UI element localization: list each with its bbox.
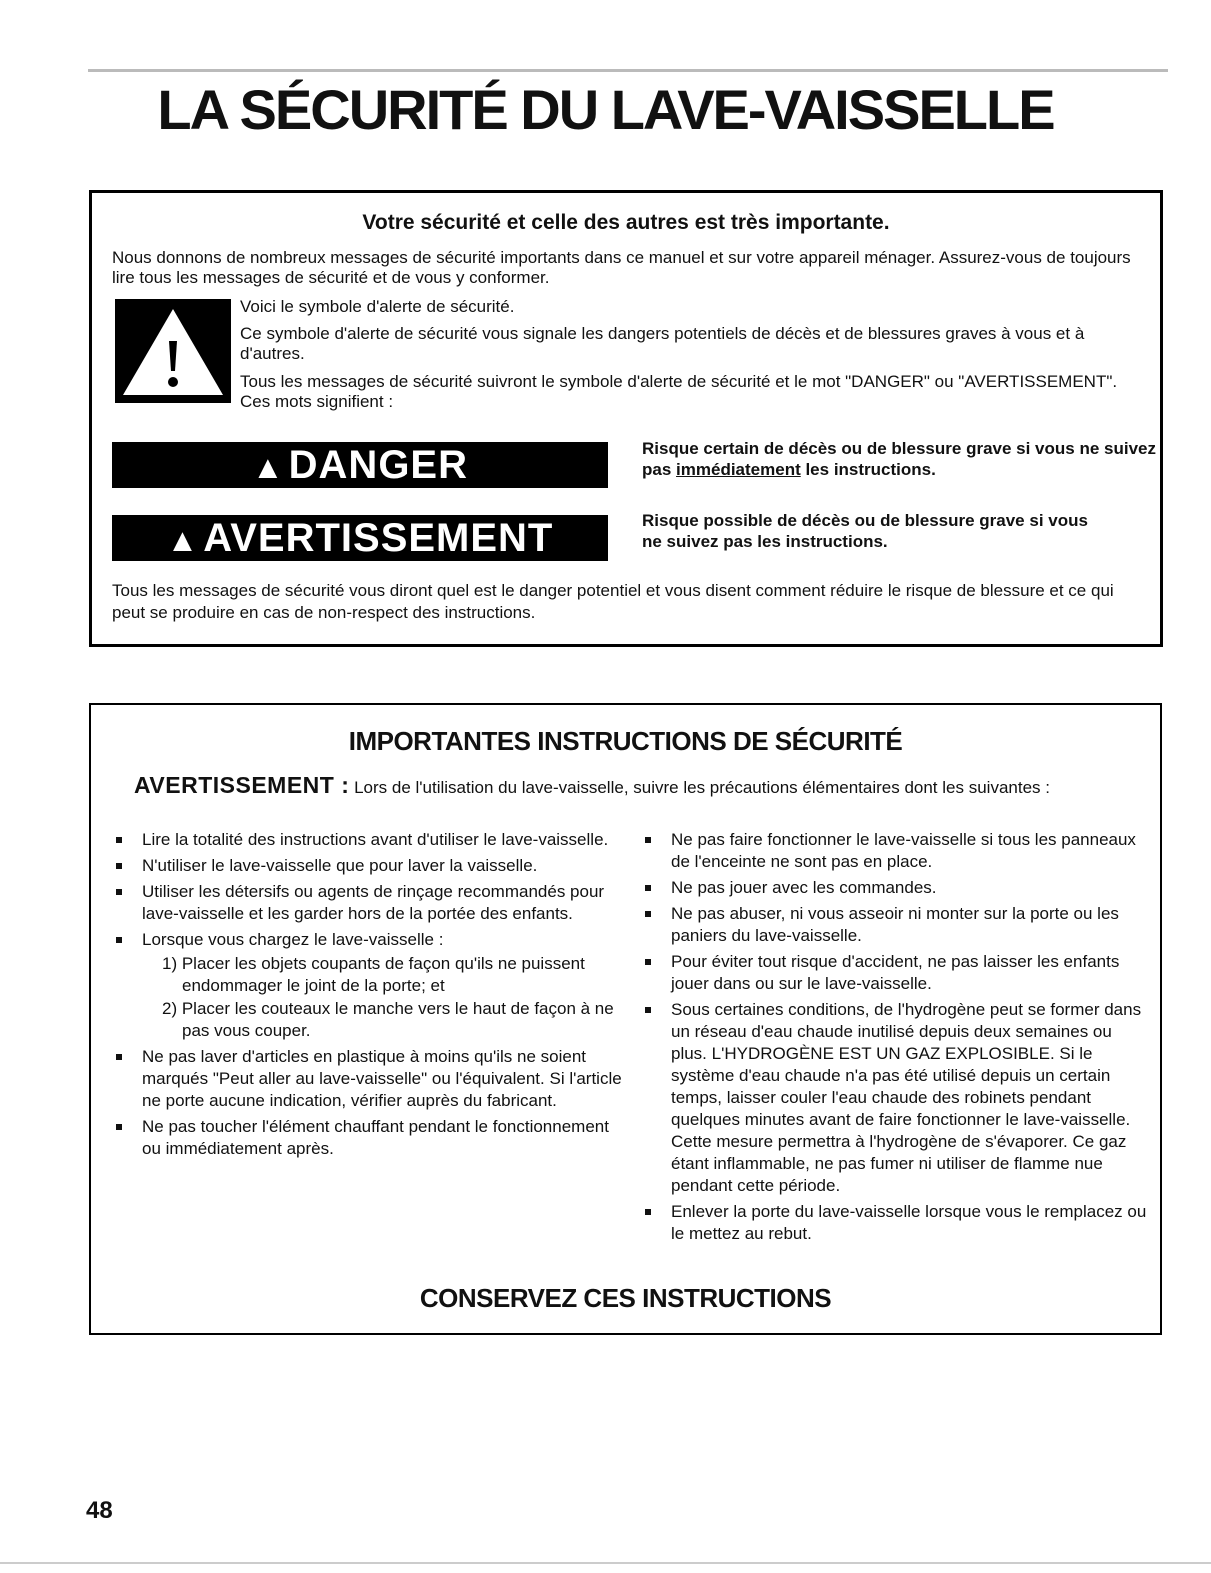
warning-description: Risque possible de décès ou de blessure grave si vous ne suivez pas les instructions. (642, 511, 1088, 551)
symbol-line-1: Voici le symbole d'alerte de sécurité. (240, 297, 515, 316)
top-rule (88, 69, 1168, 72)
danger-text: Risque certain de décès ou de blessure grave si vous ne suivez pas (642, 439, 1156, 479)
safety-info-box (89, 190, 1163, 647)
danger-banner (112, 442, 608, 488)
warning-label: AVERTISSEMENT (203, 516, 554, 560)
instructions-box (89, 703, 1162, 1335)
list-item: Utiliser les détersifs ou agents de rinçage recommandés pour lave-vaisselle et les garder hors de la portée des enfants. (113, 881, 623, 925)
list-item: Ne pas jouer avec les commandes. (642, 877, 1152, 899)
danger-text-end: les instructions. (800, 460, 936, 479)
bottom-rule (0, 1562, 1211, 1564)
safety-closing: Tous les messages de sécurité vous diront quel est le danger potentiel et vous disent comment réduire le risque de blessure et ce qui peut se produire en cas de non-respect des instructions. (112, 581, 1114, 622)
instructions-left-column (113, 829, 623, 1164)
list-item: Sous certaines conditions, de l'hydrogène peut se former dans un réseau d'eau chaude inutilisé depuis deux semaines ou plus. L'HYDROGÈNE EST UN GAZ EXPLOSIBLE. Si le système d'eau chaude n'a pas été utilisé depuis un certain temps, laisser couler l'eau chaude des robinets pendant quelques minutes avant de faire fonctionner le lave-vaisselle. Cette mesure permettra à l'hydrogène de s'évaporer. Ce gaz étant inflammable, ne pas fumer ni utiliser de flamme nue pendant cette période. (642, 999, 1152, 1197)
instructions-right-column (642, 829, 1152, 1249)
save-instructions-heading: CONSERVEZ CES INSTRUCTIONS (419, 1283, 832, 1313)
list-item: Pour éviter tout risque d'accident, ne pas laisser les enfants jouer dans ou sur le lave-vaisselle. (642, 951, 1152, 995)
list-item: Ne pas abuser, ni vous asseoir ni monter sur la porte ou les paniers du lave-vaisselle. (642, 903, 1152, 947)
symbol-line-2: Ce symbole d'alerte de sécurité vous signale les dangers potentiels de décès et de blessures graves à vous et à d'autres. (240, 324, 1085, 363)
sub-item: 1) Placer les objets coupants de façon qu'ils ne puissent endommager le joint de la porte; et (162, 954, 585, 995)
symbol-line-3: Tous les messages de sécurité suivront le symbole d'alerte de sécurité et le mot "DANGER" ou "AVERTISSEMENT". Ces mots signifient : (240, 372, 1118, 411)
list-item: Enlever la porte du lave-vaisselle lorsque vous le remplacez ou le mettez au rebut. (642, 1201, 1152, 1245)
instructions-heading: IMPORTANTES INSTRUCTIONS DE SÉCURITÉ (348, 726, 903, 756)
list-item: N'utiliser le lave-vaisselle que pour laver la vaisselle. (113, 855, 623, 877)
danger-description (642, 438, 1162, 480)
safety-box-heading: Votre sécurité et celle des autres est très importante. (362, 211, 890, 234)
warning-triangle-icon: ▲ (251, 449, 285, 485)
warning-lead-text: Lors de l'utilisation du lave-vaisselle, suivre les précautions élémentaires dont les suivantes : (349, 778, 1050, 797)
danger-text-emphasis: immédiatement (676, 460, 801, 479)
page-number: 48 (86, 1497, 113, 1524)
list-item: Ne pas faire fonctionner le lave-vaisselle si tous les panneaux de l'enceinte ne sont pas en place. (642, 829, 1152, 873)
sub-item: 2) Placer les couteaux le manche vers le haut de façon à ne pas vous couper. (162, 999, 614, 1040)
list-item: Ne pas laver d'articles en plastique à moins qu'ils ne soient marqués "Peut aller au lave-vaisselle" ou l'équivalent. Si l'article ne porte aucune indication, vérifier auprès du fabricant. (113, 1046, 623, 1112)
list-item: Lorsque vous chargez le lave-vaisselle : 1) Placer les objets coupants de façon qu'ils ne puissent endommager le joint de la porte; et 2) Placer les couteaux le manche vers le haut de façon à ne pas vous couper. (113, 929, 623, 1042)
warning-lead-word: AVERTISSEMENT : (134, 772, 350, 798)
loading-sublist (142, 953, 623, 1042)
safety-intro: Nous donnons de nombreux messages de sécurité importants dans ce manuel et sur votre appareil ménager. Assurez-vous de toujours lire tous les messages de sécurité et de vous y conformer. (112, 248, 1131, 287)
instructions-intro (134, 774, 1144, 799)
list-item: Ne pas toucher l'élément chauffant pendant le fonctionnement ou immédiatement après. (113, 1116, 623, 1160)
page-title: LA SÉCURITÉ DU LAVE-VAISSELLE (157, 78, 1054, 141)
warning-banner (112, 515, 608, 561)
danger-label: DANGER (288, 443, 468, 487)
safety-alert-icon (115, 299, 231, 403)
warning-triangle-icon: ▲ (166, 522, 200, 558)
list-item: Lire la totalité des instructions avant d'utiliser le lave-vaisselle. (113, 829, 623, 851)
